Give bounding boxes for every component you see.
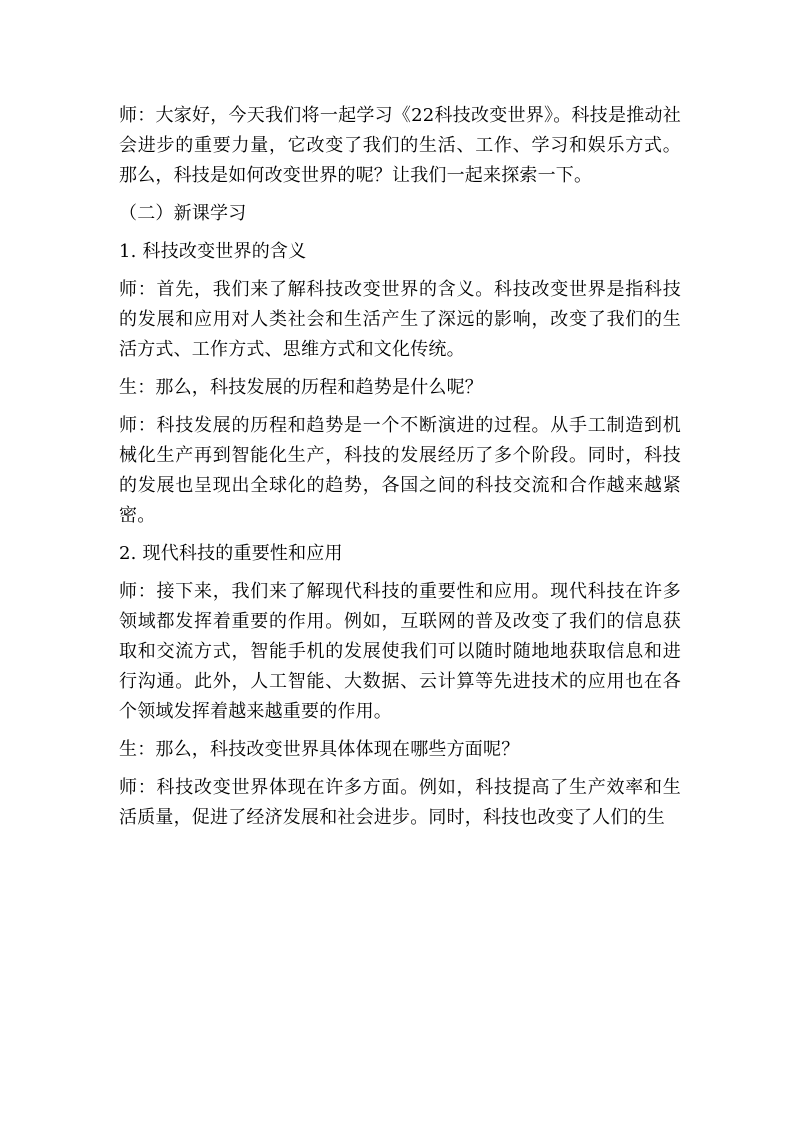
paragraph-teacher-importance: 师：接下来，我们来了解现代科技的重要性和应用。现代科技在许多领域都发挥着重要的作用。例如，互联网的普及改变了我们的信息获取和交流方式，智能手机的发展使我们可以随时随地地获取信息和进行沟通。此外，人工智能、大数据、云计算等先进技术的应用也在各个领域发挥着越来越重要的作用。	[119, 581, 681, 722]
paragraph-teacher-aspects: 师：科技改变世界体现在许多方面。例如，科技提高了生产效率和生活质量，促进了经济发展和社会进步。同时，科技也改变了人们的生	[119, 777, 681, 828]
paragraph-teacher-meaning: 师：首先，我们来了解科技改变世界的含义。科技改变世界是指科技的发展和应用对人类社会和生活产生了深远的影响，改变了我们的生活方式、工作方式、思维方式和文化传统。	[119, 279, 681, 360]
section-heading-new-lesson: （二）新课学习	[119, 203, 247, 224]
subheading-meaning: 1. 科技改变世界的含义	[119, 241, 307, 262]
subheading-importance: 2. 现代科技的重要性和应用	[119, 543, 343, 564]
paragraph-teacher-history: 师：科技发展的历程和趋势是一个不断演进的过程。从手工制造到机械化生产再到智能化生产，科技的发展经历了多个阶段。同时，科技的发展也呈现出全球化的趋势，各国之间的科技交流和合作越来越紧密。	[119, 415, 681, 526]
document-body	[119, 101, 681, 841]
paragraph-student-question-aspects: 生：那么，科技改变世界具体体现在哪些方面呢？	[119, 739, 520, 760]
paragraph-student-question-history: 生：那么，科技发展的历程和趋势是什么呢？	[119, 377, 483, 398]
paragraph-intro: 师：大家好，今天我们将一起学习《22科技改变世界》。科技是推动社会进步的重要力量，它改变了我们的生活、工作、学习和娱乐方式。那么，科技是如何改变世界的呢？让我们一起来探索一下。	[119, 105, 681, 186]
